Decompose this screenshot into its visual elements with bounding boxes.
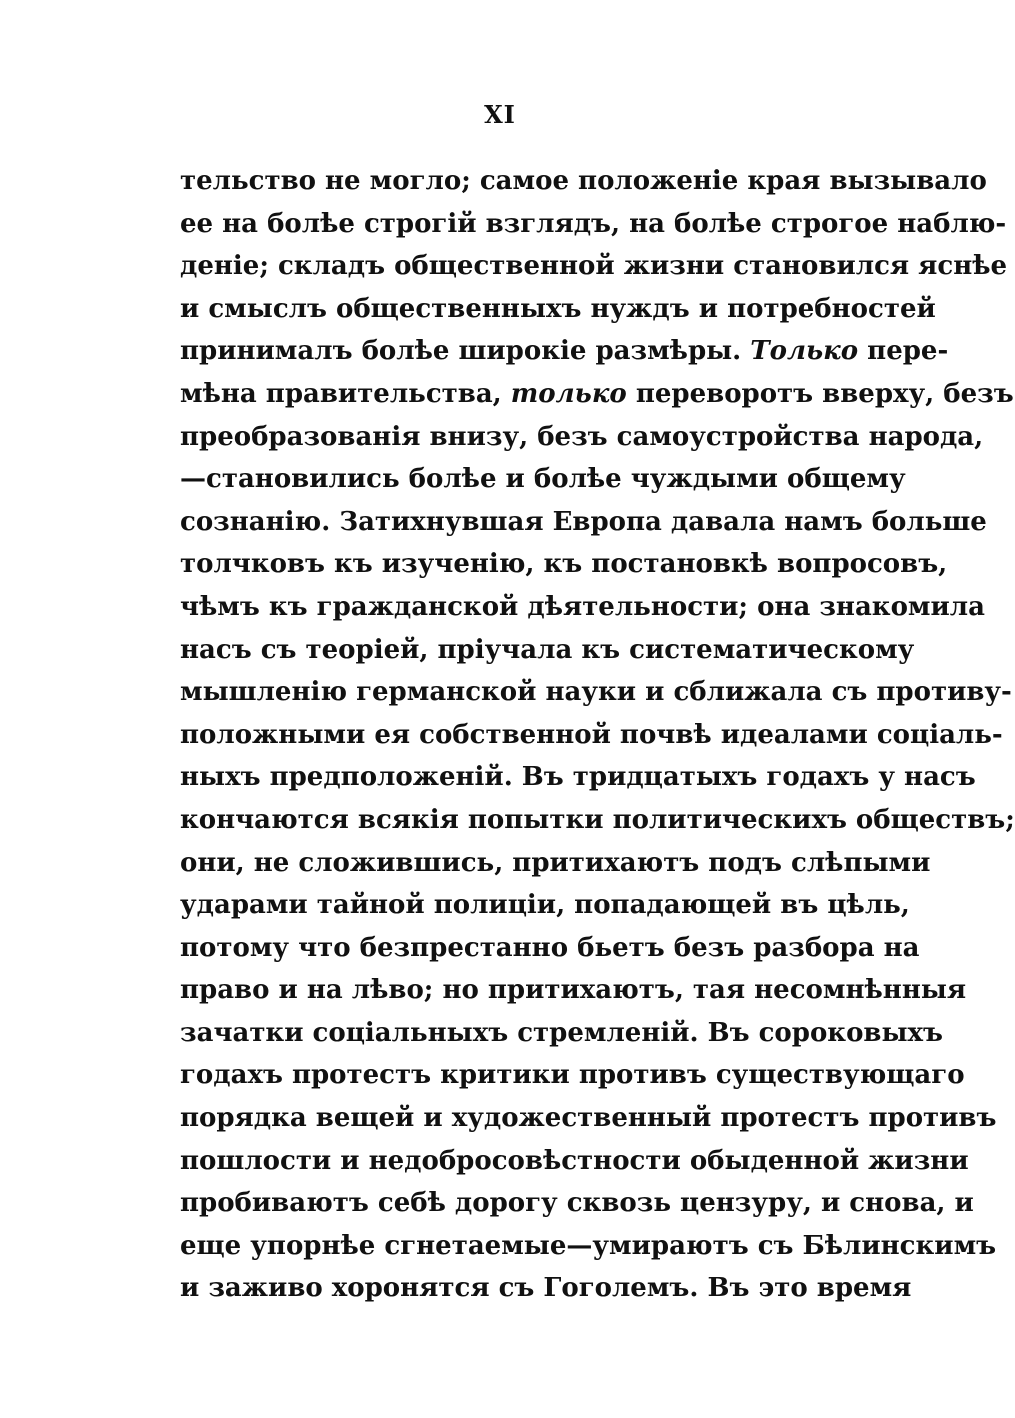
text-line: тельство не могло; самое положеніе края вызывало [180,166,987,196]
text-line: —становились болѣе и болѣе чуждыми общему [180,464,906,495]
page-number: XI [484,100,516,129]
text-segment: мѣна правительства, [180,378,511,409]
text-line: мышленію германской науки и сближала съ противу- [180,677,1012,708]
italic-emphasis: только [510,378,627,409]
text-line: сознанію. Затихнувшая Европа давала намъ больше [180,506,987,537]
text-line: деніе; складъ общественной жизни становился яснѣе [180,251,1008,282]
text-line: ныхъ предположеній. Въ тридцатыхъ годахъ у насъ [180,762,976,793]
text-line: они, не сложившись, притихаютъ подъ слѣпыми [180,847,931,878]
text-line: кончаются всякія попытки политическихъ обществъ; [180,804,1015,835]
text-line: годахъ протестъ критики противъ существующаго [180,1060,965,1091]
text-line: право и на лѣво; но притихаютъ, тая несомнѣнныя [180,975,967,1006]
text-segment: переворотъ вверху, безъ [626,378,1014,409]
text-segment: пере- [858,336,949,367]
text-line: и заживо хоронятся съ Гоголемъ. Въ это время [180,1273,912,1304]
italic-emphasis: Только [750,336,859,367]
text-line: порядка вещей и художественный протестъ противъ [180,1103,997,1134]
text-line: чѣмъ къ гражданской дѣятельности; она знакомила [180,591,985,622]
body-text [180,160,1015,1310]
text-line [180,330,949,373]
text-line: толчковъ къ изученію, къ постановкѣ вопросовъ, [180,549,948,580]
text-line: положными ея собственной почвѣ идеалами соціаль- [180,719,1003,750]
text-line: потому что безпрестанно бьетъ безъ разбора на [180,932,920,963]
text-line [180,373,1014,416]
text-segment: принималъ болѣе широкіе размѣры. [180,336,751,367]
text-line: ударами тайной полиціи, попадающей въ цѣль, [180,890,910,921]
text-line: преобразованія внизу, безъ самоустройства народа, [180,421,984,452]
text-line: пошлости и недобросовѣстности обыденной жизни [180,1145,969,1176]
text-line: зачатки соціальныхъ стремленій. Въ сороковыхъ [180,1017,943,1048]
text-line: ее на болѣе строгій взглядъ, на болѣе строгое наблю- [180,208,1007,239]
text-line: насъ съ теоріей, пріучала къ систематическому [180,634,915,665]
text-line: пробиваютъ себѣ дорогу сквозь цензуру, и снова, и [180,1188,974,1219]
text-line: еще упорнѣе сгнетаемые—умираютъ съ Бѣлинскимъ [180,1230,997,1261]
text-line: и смыслъ общественныхъ нуждъ и потребностей [180,293,936,324]
